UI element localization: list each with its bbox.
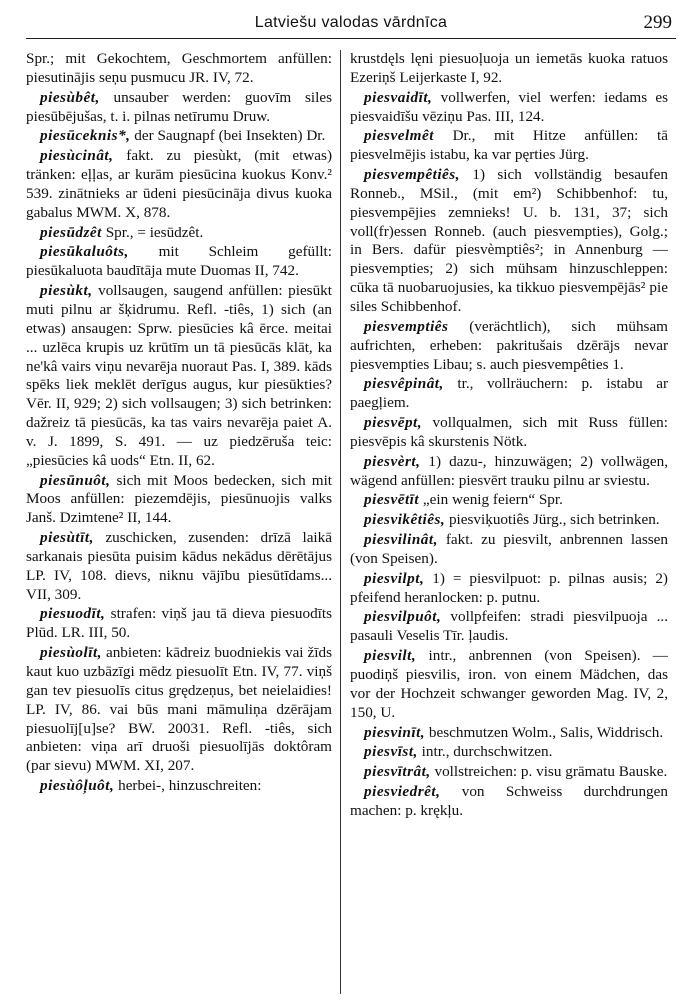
page-number: 299: [643, 12, 672, 33]
dictionary-entry: [26, 89, 332, 127]
dictionary-entry: [350, 763, 668, 782]
dictionary-entry: [350, 783, 668, 821]
entry-headword: piesūnuôt,: [40, 471, 111, 489]
entry-definition: vollstreichen: p. visu grāmatu Bauske.: [434, 763, 668, 781]
entry-definition: 1) sich vollständig besaufen Ronneb., MSil., (mit em²) Schibbenhof: tu, piesvempējies zemnieks! U. b. 131, 37; sich voll(fr)essen Ronneb. (auch piesvempties), Golg.; in Bers. dafür piesvèmptiês²; in Annenburg — piesvempties; 2) sich mühsam hinzuschleppen: cūka tā nuobaruojusies, ka tikkuo piesvempējās² pie siles Schibbenhof.: [350, 166, 668, 315]
entry-headword: piesvikêtiês,: [364, 511, 446, 529]
dictionary-entry: [26, 224, 332, 243]
right-column: [350, 50, 668, 821]
entry-definition: fakt. zu piesùkt, (mit etwas) tränken: eļļas, ar kurām piesūcina kuokus Konv.² 539. zinātnieks ar ūdeni piesūcināja divus kuoka gabalus MWM. X, 878.: [26, 147, 333, 221]
entry-definition: vollwerfen, viel werfen: iedams es piesvaidīšu vēziņu Pas. III, 124.: [350, 88, 669, 125]
entry-definition: intr., anbrennen (von Speisen). — puodiņš piesvilis, iron. von einem Mädchen, das vor der Hochzeit schwanger geworden Mag. IV, 2, 150, U.: [350, 647, 668, 721]
entry-definition: krustdęls lęni piesuoļuoja un iemetās kuoka ratuos Ezeriņš Leijerkaste I, 92.: [350, 50, 668, 86]
entry-definition: Spr.; mit Gekochtem, Geschmortem anfüllen: piesutinājis seņu pusmucu JR. IV, 72.: [26, 50, 332, 86]
dictionary-entry: [350, 608, 668, 646]
entry-headword: piesvilpuôt,: [364, 608, 442, 626]
entry-definition: unsauber werden: guovīm siles piesūbējušas, t. i. pilnas netīrumu Druw.: [26, 88, 333, 125]
entry-headword: piesvilpt,: [364, 569, 425, 587]
entry-definition: intr., durchschwitzen.: [421, 743, 553, 761]
dictionary-entry: [350, 318, 668, 375]
entry-definition: strafen: viņš jau tā dieva piesuodīts Plūd. LR. III, 50.: [26, 605, 333, 642]
dictionary-entry: [350, 491, 668, 510]
entry-headword: piesūdzêt: [40, 223, 102, 241]
dictionary-entry: [26, 282, 332, 470]
dictionary-entry: [350, 724, 668, 743]
dictionary-entry: [26, 644, 332, 776]
dictionary-entry: [26, 777, 332, 796]
entry-headword: piesvêpinât,: [364, 375, 444, 393]
entry-definition: herbei-, hinzuschreiten:: [118, 777, 262, 795]
dictionary-entry: [26, 127, 332, 146]
entry-definition: vollsaugen, saugend anfüllen: piesūkt muti pilnu ar šķidrumu. Refl. -tiês, 1) sich (an etwas) ansaugen: Sprw. piesūcies kâ ērce. meitai ... uzlēca krupis uz krūtīm un tā piesūcās klāt, ka ne'kâ vairs viņu nevarēja nuoraut Pas. I, 389. kāds spēks liek meklēt derīgus augus, kur piesūkties? Vēr. II, 929; 2) sich vollsaugen; 3) sich betrinken: dažreiz tā piesūcās, ka tas vairs nevarēja paiet A. v. J. 1899, S. 491. — uz piedzēruša teic: „piesūcies kâ uods“ Etn. II, 62.: [26, 282, 332, 469]
entry-definition: fakt. zu piesvilt, anbrennen lassen (von Speisen).: [350, 531, 668, 567]
entry-definition: piesviķuotiês Jürg., sich betrinken.: [448, 511, 660, 529]
entry-headword: piesvelmêt: [364, 127, 434, 145]
entry-headword: piesvinīt,: [364, 723, 426, 741]
dictionary-entry: [350, 570, 668, 608]
entry-definition: 1) = piesvilpuot: p. pilnas ausis; 2) pfeifend heranlocken: p. putnu.: [350, 569, 668, 606]
entry-headword: piesùôļuôt,: [40, 777, 115, 795]
dictionary-entry: [350, 50, 668, 88]
entry-headword: piesvilt,: [364, 647, 417, 665]
dictionary-entry: [26, 472, 332, 529]
dictionary-entry: [350, 127, 668, 165]
dictionary-entry: [350, 166, 668, 317]
entry-headword: piesvīst,: [364, 743, 418, 761]
entry-headword: piesvētīt: [364, 491, 420, 509]
dictionary-entry: [26, 529, 332, 604]
dictionary-entry: [350, 414, 668, 452]
entry-definition: (verächtlich), sich mühsam aufrichten, erheben: pakritušais dzērājs nevar piesvempties Libau; s. auch piesvempêties 1.: [350, 317, 668, 373]
entry-definition: beschmutzen Wolm., Salis, Widdrisch.: [428, 723, 664, 741]
entry-headword: piesvempêtiês,: [364, 166, 460, 184]
entry-definition: vollqualmen, sich mit Russ füllen: piesvēpis kâ skurstenis Nötk.: [350, 414, 668, 450]
entry-headword: piesuodīt,: [40, 605, 106, 623]
entry-definition: 1) dazu-, hinzuwägen; 2) vollwägen, wägend anfüllen: piesvērt trauku pilnu ar sviestu.: [350, 452, 668, 489]
entry-headword: piesvemptiês: [364, 317, 449, 335]
running-title: Latviešu valodas vārdnīca: [254, 14, 448, 31]
left-column: [26, 50, 332, 796]
dictionary-entry: [350, 647, 668, 722]
dictionary-entry: [350, 511, 668, 530]
dictionary-entry: [26, 147, 332, 222]
entry-definition: tr., vollräuchern: p. istabu ar paegļiem.: [350, 375, 669, 412]
dictionary-entry: [26, 50, 332, 88]
dictionary-entry: [350, 743, 668, 762]
entry-headword: piesvèrt,: [364, 452, 421, 470]
entry-definition: zuschicken, zusenden: drīzā laikā sarkanais piesūta puisim kādus nekādus dērētājus LP. IV, 108. dievs, niknu vājību piesūtīdams... VII, 309.: [26, 529, 332, 603]
dictionary-entry: [350, 375, 668, 413]
entry-headword: piesùtīt,: [40, 529, 94, 547]
entry-headword: piesvītrât,: [364, 763, 431, 781]
entry-headword: piesvēpt,: [364, 414, 423, 432]
page-header: [26, 8, 676, 39]
entry-definition: vollpfeifen: stradi piesvilpuoja ... pasauli Veselis Tīr. ļaudis.: [350, 608, 668, 645]
entry-headword: piesùcinât,: [40, 147, 114, 165]
entry-headword: piesùkt,: [40, 282, 93, 300]
entry-headword: piesvaidīt,: [364, 88, 433, 106]
entry-headword: piesùolīt,: [40, 644, 102, 662]
entry-definition: sich mit Moos bedecken, sich mit Moos anfüllen: piezemdējis, piesūnuojis valks Janš. Dzimtene² II, 144.: [26, 471, 333, 527]
entry-headword: piesūkaluôts,: [40, 243, 129, 261]
entry-definition: Spr., = iesūdzêt.: [105, 223, 204, 241]
entry-headword: piesūceknis*,: [40, 127, 131, 145]
entry-definition: „ein wenig feiern“ Spr.: [422, 491, 563, 509]
entry-definition: mit Schleim gefüllt: piesūkaluota baudītāja mute Duomas II, 742.: [26, 243, 332, 280]
entry-headword: piesviedrêt,: [364, 783, 441, 801]
entry-headword: piesùbêt,: [40, 88, 100, 106]
dictionary-entry: [26, 605, 332, 643]
entry-definition: anbieten: kādreiz buodniekis vai žīds kaut kuo uzbāzīgi mēdz piesuolīt Etn. IV, 77. viņš gan tev piesuolīs citus grędzeņus, bet neielaidies! LP. IV, 86. vai būs mani māmuliņa dzērājam piesuolīj[u]se? BW. 20031. Refl. -tiês, sich anbieten: viņa arī druoši piesuolījās doktôram (par sievu) MWM. XI, 207.: [26, 644, 332, 775]
dictionary-entry: [350, 453, 668, 491]
entry-headword: piesvilinât,: [364, 531, 438, 549]
entry-definition: von Schweiss durchdrungen machen: p. krękļu.: [350, 783, 668, 819]
entry-definition: Dr., mit Hitze anfüllen: tā piesvelmējis istabu, ka var pęrties Jürg.: [350, 127, 668, 164]
dictionary-entry: [350, 89, 668, 127]
entry-definition: der Saugnapf (bei Insekten) Dr.: [134, 127, 326, 145]
dictionary-entry: [26, 243, 332, 281]
column-divider: [340, 50, 341, 994]
dictionary-entry: [350, 531, 668, 569]
